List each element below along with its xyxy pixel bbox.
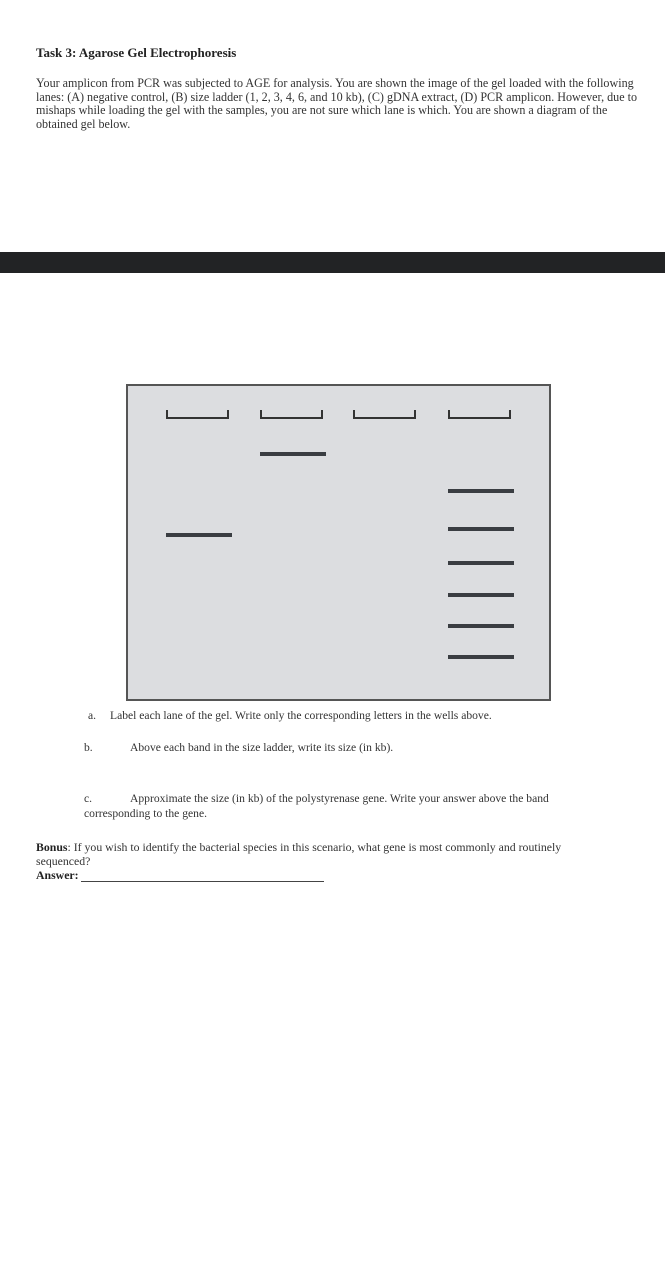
gel-band-lane-4-2 (448, 489, 514, 493)
question-c-marker: c. (84, 792, 93, 805)
question-a-text: Label each lane of the gel. Write only the corresponding letters in the wells above. (110, 709, 492, 722)
gel-band-lane-4-6 (448, 624, 514, 628)
gel-band-lane-4-7 (448, 655, 514, 659)
question-c-text: Approximate the size (in kb) of the polystyrenase gene. Write your answer above the band (130, 792, 549, 805)
answer-label: Answer: (36, 867, 79, 882)
redaction-bar (0, 252, 665, 273)
gel-band-lane-1-0 (166, 533, 232, 537)
gel-diagram (126, 384, 551, 701)
task-intro: Your amplicon from PCR was subjected to AGE for analysis. You are shown the image of the gel loaded with the following lanes: (A) negative control, (B) size ladder (1, 2, 3, 4, 6, and 10 kb), (C) gDNA extract, (D) PCR amplicon. However, due to mishaps while loading the gel with the samples, you are not sure which lane is which. You are shown a diagram of the obtained gel below. (36, 76, 638, 131)
question-b-marker: b. (84, 741, 93, 754)
gel-well-2[interactable] (260, 410, 323, 419)
bonus-question (36, 841, 616, 882)
gel-well-4[interactable] (448, 410, 511, 419)
gel-band-lane-2-1 (260, 452, 326, 456)
gel-well-3[interactable] (353, 410, 416, 419)
gel-well-1[interactable] (166, 410, 229, 419)
bonus-label: Bonus (36, 840, 68, 854)
question-a-marker: a. (88, 709, 97, 722)
gel-band-lane-4-4 (448, 561, 514, 565)
question-b-text: Above each band in the size ladder, write its size (in kb). (130, 741, 394, 754)
gel-band-lane-4-5 (448, 593, 514, 597)
bonus-text: : If you wish to identify the bacterial species in this scenario, what gene is most commonly and routinely sequenced? (36, 840, 562, 868)
question-c-text-cont: corresponding to the gene. (84, 807, 207, 820)
gel-band-lane-4-3 (448, 527, 514, 531)
answer-blank-line[interactable] (81, 870, 324, 882)
task-title: Task 3: Agarose Gel Electrophoresis (36, 45, 237, 60)
